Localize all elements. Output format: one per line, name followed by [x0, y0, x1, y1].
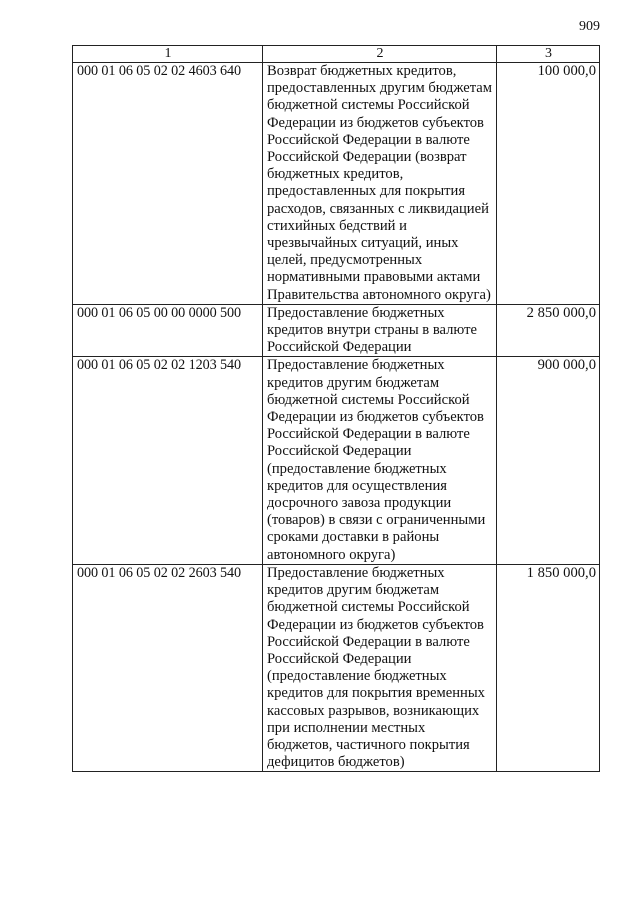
row-amount: 1 850 000,0: [497, 564, 600, 771]
column-header-amount: 3: [497, 46, 600, 63]
row-code: 000 01 06 05 02 02 1203 540: [73, 357, 263, 564]
row-amount: 100 000,0: [497, 63, 600, 305]
column-header-code: 1: [73, 46, 263, 63]
table-header-row: [73, 46, 600, 63]
row-name: Возврат бюджетных кредитов, предоставленных другим бюджетам бюджетной системы Российской Федерации из бюджетов субъектов Российской Федерации в валюте Российской Федерации (возврат бюджетных кредитов, предоставленных для покрытия расходов, связанных с ликвидацией стихийных бедствий и чрезвычайных ситуаций, иных целей, предусмотренных нормативными правовыми актами Правительства автономного округа): [263, 63, 497, 305]
budget-table: [72, 45, 600, 772]
row-code: 000 01 06 05 02 02 4603 640: [73, 63, 263, 305]
row-code: 000 01 06 05 02 02 2603 540: [73, 564, 263, 771]
table-row: [73, 63, 600, 305]
page-number: 909: [579, 19, 600, 34]
table-row: [73, 564, 600, 771]
row-amount: 900 000,0: [497, 357, 600, 564]
row-code: 000 01 06 05 00 00 0000 500: [73, 304, 263, 357]
row-amount: 2 850 000,0: [497, 304, 600, 357]
table-row: [73, 304, 600, 357]
column-header-name: 2: [263, 46, 497, 63]
table-row: [73, 357, 600, 564]
row-name: Предоставление бюджетных кредитов другим бюджетам бюджетной системы Российской Федерации из бюджетов субъектов Российской Федерации в валюте Российской Федерации (предоставление бюджетных кредитов для покрытия временных кассовых разрывов, возникающих при исполнении местных бюджетов, частичного покрытия дефицитов бюджетов): [263, 564, 497, 771]
row-name: Предоставление бюджетных кредитов внутри страны в валюте Российской Федерации: [263, 304, 497, 357]
row-name: Предоставление бюджетных кредитов другим бюджетам бюджетной системы Российской Федерации из бюджетов субъектов Российской Федерации в валюте Российской Федерации (предоставление бюджетных кредитов для осуществления досрочного завоза продукции (товаров) в связи с ограниченными сроками доставки в районы автономного округа): [263, 357, 497, 564]
